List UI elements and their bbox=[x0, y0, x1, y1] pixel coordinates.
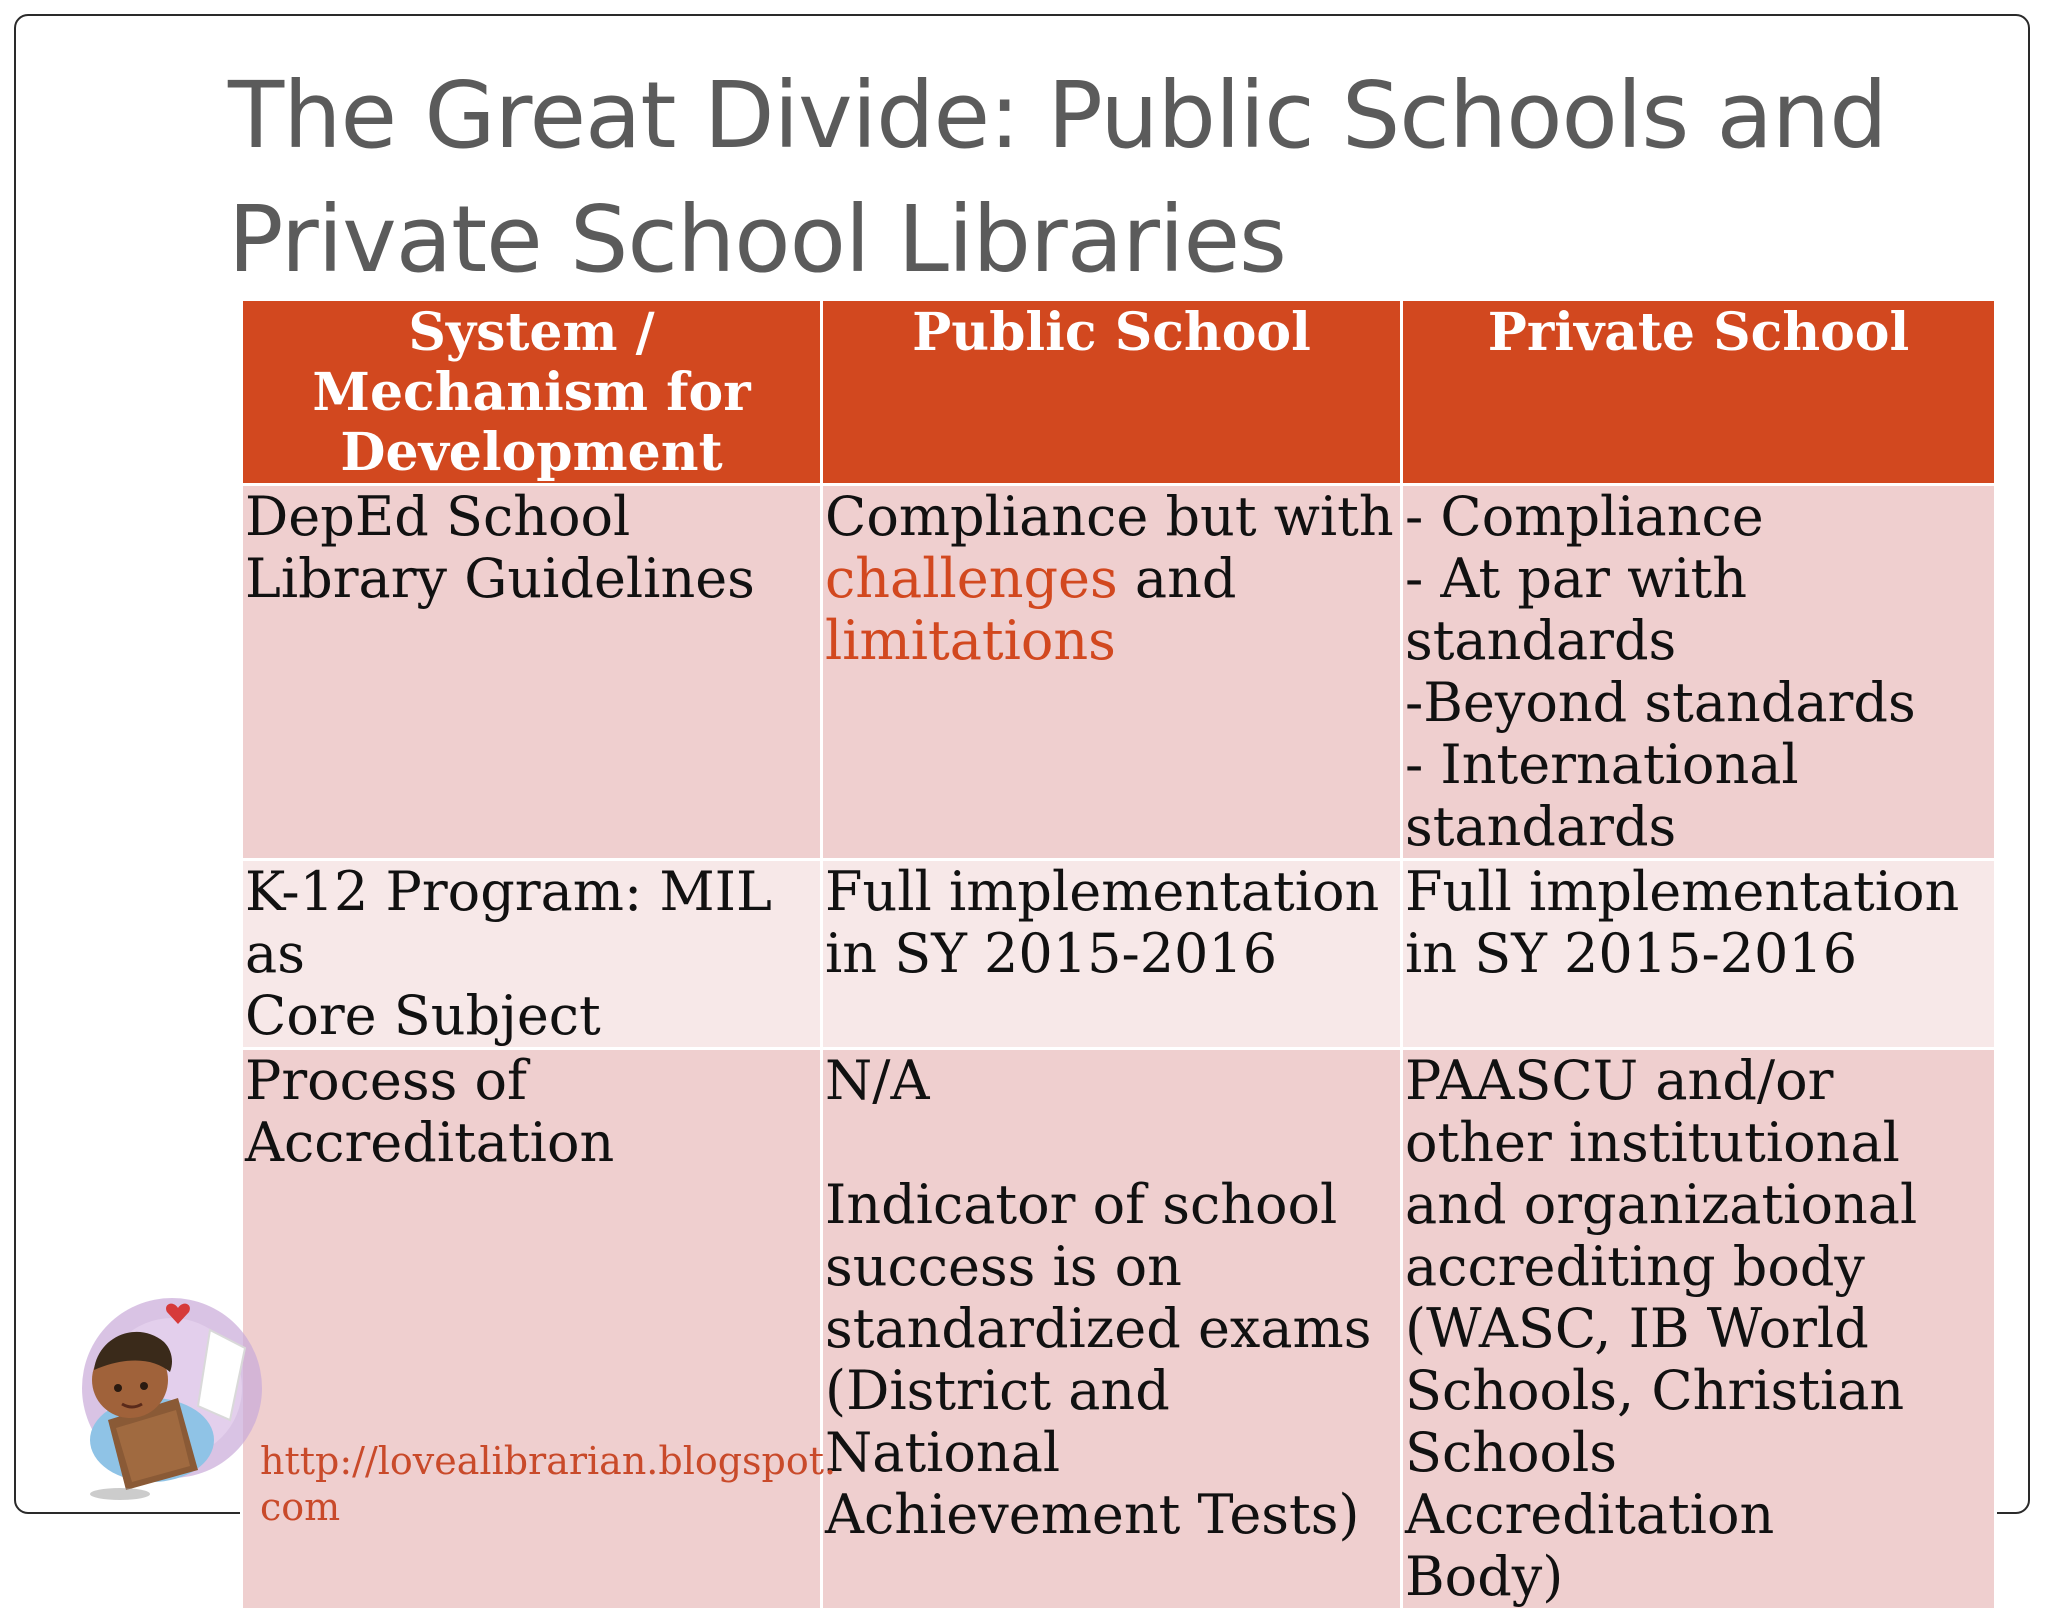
table-row bbox=[242, 860, 1996, 1049]
slide-title-line-2: Private School Libraries bbox=[228, 186, 1286, 293]
header-mechanism: System / Mechanism for Development bbox=[242, 300, 822, 485]
table-header-row bbox=[242, 300, 1996, 485]
cell-public bbox=[822, 485, 1402, 860]
cell-private: - Compliance - At par with standards -Beyond standards - International standards bbox=[1402, 485, 1996, 860]
slide-title-line-1: The Great Divide: Public Schools and bbox=[228, 62, 1887, 169]
cell-public-text: and bbox=[1134, 547, 1237, 610]
highlight-challenges: challenges bbox=[825, 547, 1118, 610]
girl-reading-book-mascot-icon bbox=[60, 1270, 260, 1500]
cell-public-text: Compliance but with bbox=[825, 485, 1394, 548]
cell-private: Full implementation in SY 2015-2016 bbox=[1402, 860, 1996, 1049]
cell-mechanism: Process of Accreditation bbox=[242, 1049, 822, 1610]
header-private-school: Private School bbox=[1402, 300, 1996, 485]
cell-mechanism: DepEd School Library Guidelines bbox=[242, 485, 822, 860]
comparison-table bbox=[240, 298, 1997, 1611]
cell-mechanism: K-12 Program: MIL as Core Subject bbox=[242, 860, 822, 1049]
cell-private: PAASCU and/or other institutional and organizational accrediting body (WASC, IB World Schools, Christian Schools Accreditation Body) bbox=[1402, 1049, 1996, 1610]
highlight-limitations: limitations bbox=[825, 609, 1116, 672]
table-row bbox=[242, 485, 1996, 860]
blog-url-link[interactable]: http://lovealibrarian.blogspot. com bbox=[260, 1439, 837, 1529]
header-public-school: Public School bbox=[822, 300, 1402, 485]
cell-public: N/A Indicator of school success is on standardized exams (District and National Achievement Tests) bbox=[822, 1049, 1402, 1610]
cell-public: Full implementation in SY 2015-2016 bbox=[822, 860, 1402, 1049]
slide-title bbox=[228, 54, 1988, 302]
slide-frame bbox=[14, 14, 2030, 1608]
comparison-table-wrapper bbox=[240, 298, 1994, 1611]
